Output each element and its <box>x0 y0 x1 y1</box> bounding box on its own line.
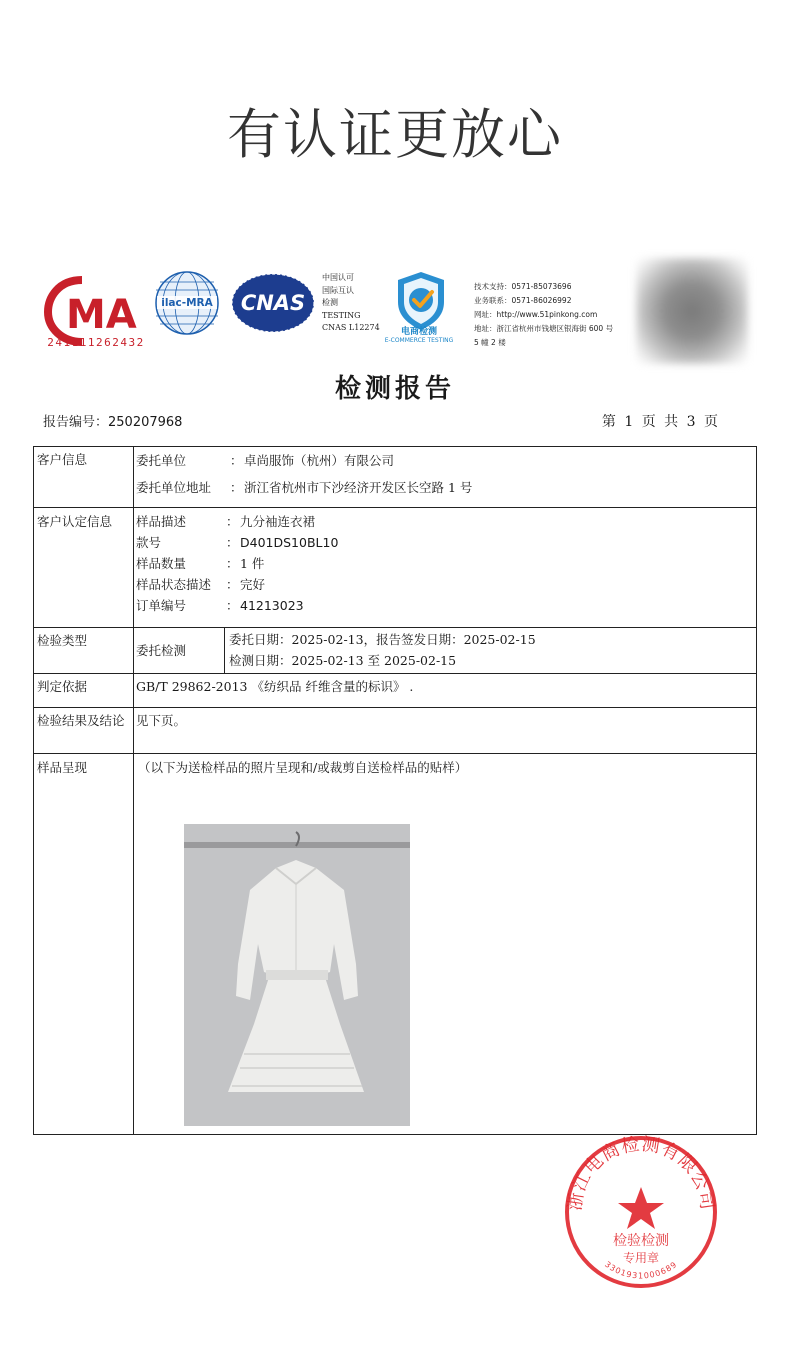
cnas-line: CNAS L12274 <box>322 323 380 332</box>
sample-note: （以下为送检样品的照片呈现和/或裁剪自送检样品的贴样） <box>138 760 468 775</box>
page-info: 第 1 页 共 3 页 <box>601 414 718 430</box>
inspection-dates-line2: 检测日期：2025-02-13 至 2025-02-15 <box>229 653 457 668</box>
table-divider <box>133 447 134 1134</box>
style-no-label: 款号 <box>136 535 162 550</box>
order-no-sep: ： <box>226 598 239 613</box>
report-number-label: 报告编号： <box>43 415 109 430</box>
client-address-value: 浙江省杭州市下沙经济开发区长空路 1 号 <box>244 480 473 495</box>
condition-sep: ： <box>226 577 239 592</box>
seal-company: 浙江电商检测有限公司 <box>564 1133 718 1212</box>
seal-line2: 专用章 <box>622 1251 660 1265</box>
quantity-sep: ： <box>226 556 239 571</box>
seal-serial: 3301931000689 <box>603 1259 679 1281</box>
section-sample: 样品呈现 <box>37 760 88 775</box>
client-sep: ： <box>230 453 243 468</box>
order-no-value: 41213023 <box>240 598 304 613</box>
table-divider <box>224 627 225 673</box>
order-no-label: 订单编号 <box>136 598 187 613</box>
cnas-line: 检测 <box>322 298 338 307</box>
contact-info <box>474 280 640 350</box>
cnas-logo <box>230 272 316 334</box>
contact-line: 业务联系：0571-86026992 <box>474 296 572 305</box>
dress-illustration <box>184 824 410 1126</box>
basis-value: GB/T 29862-2013 《纺织品 纤维含量的标识》 . <box>136 679 414 694</box>
result-value: 见下页。 <box>136 713 187 728</box>
inspection-dates-line1: 委托日期：2025-02-13，报告签发日期：2025-02-15 <box>229 632 536 647</box>
cnas-description <box>322 272 380 335</box>
sample-desc-value: 九分袖连衣裙 <box>240 514 316 529</box>
report-table <box>33 446 757 1135</box>
quantity-label: 样品数量 <box>136 556 187 571</box>
ecommerce-label: 电商检测 <box>400 327 437 337</box>
section-result: 检验结果及结论 <box>37 713 125 728</box>
table-divider <box>34 507 756 508</box>
contact-line: 5 幢 2 楼 <box>474 338 506 347</box>
report-number <box>43 411 182 430</box>
inspection-type-value: 委托检测 <box>136 643 187 658</box>
contact-line: 地址：浙江省杭州市钱塘区银海街 600 号 <box>474 324 614 333</box>
section-basis: 判定依据 <box>37 679 88 694</box>
report-title: 检测报告 <box>334 374 455 404</box>
contact-line: 技术支持：0571-85073696 <box>474 282 572 291</box>
certification-logos <box>40 258 750 368</box>
condition-label: 样品状态描述 <box>136 577 212 592</box>
condition-value: 完好 <box>240 577 266 592</box>
style-no-sep: ： <box>226 535 239 550</box>
client-value: 卓尚服饰（杭州）有限公司 <box>244 453 395 468</box>
blurred-qr-code <box>636 258 748 364</box>
table-divider <box>34 673 756 674</box>
cnas-line: 国际互认 <box>322 285 354 295</box>
cma-mark-text: MA <box>66 292 137 338</box>
page-headline: 有认证更放心 <box>227 103 563 166</box>
cma-number: 241111262432 <box>47 336 145 349</box>
seal-line1: 检验检测 <box>613 1233 669 1249</box>
ilac-mra-logo <box>154 270 220 336</box>
client-address-label: 委托单位地址 <box>136 480 212 495</box>
ilac-text: ilac-MRA <box>161 297 213 309</box>
report-number-value: 250207968 <box>108 415 183 430</box>
quantity-value: 1 件 <box>240 556 265 571</box>
section-inspection-type: 检验类型 <box>37 633 88 648</box>
style-no-value: D401DS10BL10 <box>240 535 339 550</box>
client-label: 委托单位 <box>136 453 187 468</box>
section-customer-info: 客户信息 <box>37 452 88 467</box>
seal-star-icon <box>618 1187 664 1229</box>
sample-photo <box>184 824 410 1126</box>
cnas-text: CNAS <box>240 291 306 315</box>
cnas-line: 中国认可 <box>322 273 354 282</box>
section-confirmed-info: 客户认定信息 <box>37 514 113 529</box>
cnas-line: TESTING <box>322 310 361 320</box>
table-divider <box>34 627 756 628</box>
ecommerce-sub-label: E-COMMERCE TESTING <box>384 337 454 344</box>
contact-line: 网址：http://www.51pinkong.com <box>474 310 598 319</box>
sample-desc-sep: ： <box>226 514 239 529</box>
sample-desc-label: 样品描述 <box>136 514 187 529</box>
table-divider <box>34 753 756 754</box>
client-address-sep: ： <box>230 480 243 495</box>
table-divider <box>34 707 756 708</box>
official-seal-stamp <box>562 1133 720 1291</box>
